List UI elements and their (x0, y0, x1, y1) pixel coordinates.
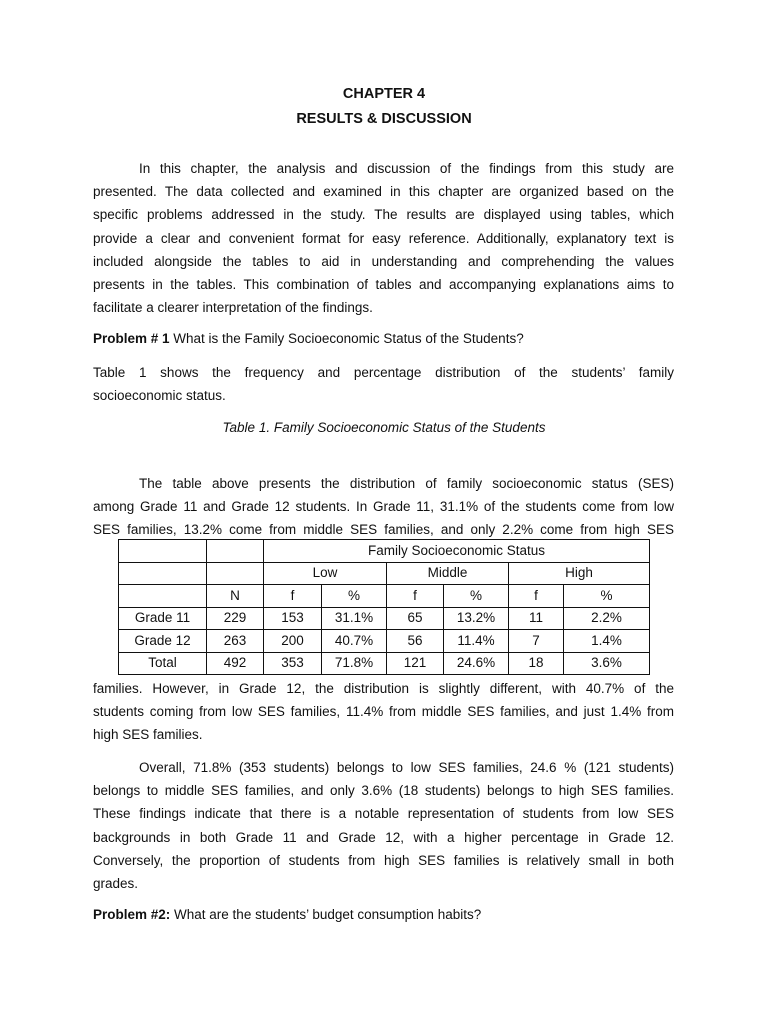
table-header-row (119, 540, 650, 563)
table-cell: 3.6% (564, 652, 650, 675)
table-intro-paragraph (93, 361, 674, 407)
text-line: Table 1 shows the frequency and percentage distribution of the students’ family (93, 365, 674, 380)
text-line: backgrounds in both Grade 11 and Grade 12, with a higher percentage in Grade 12. (93, 829, 674, 845)
text-line: students coming from low SES families, 11.4% from middle SES families, and just 1.4% from (93, 704, 674, 720)
text-line: In this chapter, the analysis and discussion of the findings from this study are (139, 161, 674, 176)
table-cell: 40.7% (322, 630, 387, 653)
text-line: Overall, 71.8% (353 students) belongs to low SES families, 24.6 % (121 students) (139, 760, 674, 775)
table-caption: Table 1. Family Socioeconomic Status of the Students (222, 420, 546, 435)
table-cell: 18 (509, 652, 564, 675)
table-row (119, 652, 650, 675)
problem-2 (93, 905, 674, 925)
discussion-paragraph-1 (93, 472, 674, 542)
problem-2-question: What are the students’ budget consumption habits? (170, 907, 482, 922)
column-header: % (444, 585, 509, 608)
table-cell (119, 585, 207, 608)
table-cell: 1.4% (564, 630, 650, 653)
chapter-number: CHAPTER 4 (342, 86, 426, 102)
row-label: Grade 12 (119, 630, 207, 653)
problem-1-label: Problem # 1 (93, 331, 170, 346)
table-row (119, 607, 650, 630)
discussion-paragraph-1-continued (93, 677, 674, 747)
level-header-low: Low (264, 562, 387, 585)
table-cell: 7 (509, 630, 564, 653)
table-cell: 56 (387, 630, 444, 653)
text-line: These findings indicate that there is a notable representation of students from low SES (93, 806, 674, 822)
column-header: N (207, 585, 264, 608)
table-cell: 121 (387, 652, 444, 675)
group-header: Family Socioeconomic Status (264, 540, 650, 563)
table-cell: 24.6% (444, 652, 509, 675)
problem-1 (93, 329, 674, 349)
table-cell (119, 562, 207, 585)
table-cell: 200 (264, 630, 322, 653)
text-line: belongs to middle SES families, and only 3.6% (18 students) belongs to high SES families. (93, 783, 674, 799)
column-header: % (322, 585, 387, 608)
table-cell: 263 (207, 630, 264, 653)
level-header-high: High (509, 562, 650, 585)
column-header: f (509, 585, 564, 608)
text-line: socioeconomic status. (93, 388, 226, 404)
text-line: Conversely, the proportion of students from high SES families is relatively small in both (93, 852, 674, 868)
column-header: % (564, 585, 650, 608)
table-cell (207, 562, 264, 585)
table-cell (207, 540, 264, 563)
intro-paragraph (93, 157, 674, 319)
text-line: families. However, in Grade 12, the distribution is slightly different, with 40.7% of the (93, 681, 674, 696)
text-line: specific problems addressed in the study. The results are displayed using tables, which (93, 207, 674, 223)
row-label: Grade 11 (119, 607, 207, 630)
table-cell: 153 (264, 607, 322, 630)
table-row (119, 630, 650, 653)
table-cell: 65 (387, 607, 444, 630)
text-line: SES families, 13.2% come from middle SES families, and only 2.2% come from high SES (93, 522, 674, 538)
text-line: presented. The data collected and examined in this chapter are organized based on the (93, 184, 674, 200)
table-cell: 11.4% (444, 630, 509, 653)
level-header-middle: Middle (387, 562, 509, 585)
text-line: facilitate a clearer interpretation of the findings. (93, 300, 373, 316)
table-cell: 2.2% (564, 607, 650, 630)
problem-1-question: What is the Family Socioeconomic Status of the Students? (169, 331, 524, 346)
table-header-row (119, 585, 650, 608)
text-line: included alongside the tables to aid in understanding and comprehending the values (93, 253, 674, 269)
text-line: high SES families. (93, 727, 203, 743)
table-cell: 353 (264, 652, 322, 675)
text-line: grades. (93, 876, 139, 892)
table-cell: 71.8% (322, 652, 387, 675)
ses-table (118, 539, 650, 675)
table-cell: 229 (207, 607, 264, 630)
discussion-paragraph-2 (93, 756, 674, 895)
row-label: Total (119, 652, 207, 675)
table-cell: 31.1% (322, 607, 387, 630)
chapter-title: RESULTS & DISCUSSION (296, 111, 472, 127)
problem-2-label: Problem #2: (93, 907, 171, 922)
text-line: among Grade 11 and Grade 12 students. In Grade 11, 31.1% of the students come from low (93, 499, 674, 515)
column-header: f (387, 585, 444, 608)
table-cell: 11 (509, 607, 564, 630)
text-line: presents in the tables. This combination of tables and accompanying explanations aims to (93, 277, 674, 293)
table-cell (119, 540, 207, 563)
table-cell: 492 (207, 652, 264, 675)
table-header-row (119, 562, 650, 585)
text-line: provide a clear and convenient format for easy reference. Additionally, explanatory text is (93, 230, 674, 246)
column-header: f (264, 585, 322, 608)
text-line: The table above presents the distribution of family socioeconomic status (SES) (139, 476, 674, 491)
table-cell: 13.2% (444, 607, 509, 630)
